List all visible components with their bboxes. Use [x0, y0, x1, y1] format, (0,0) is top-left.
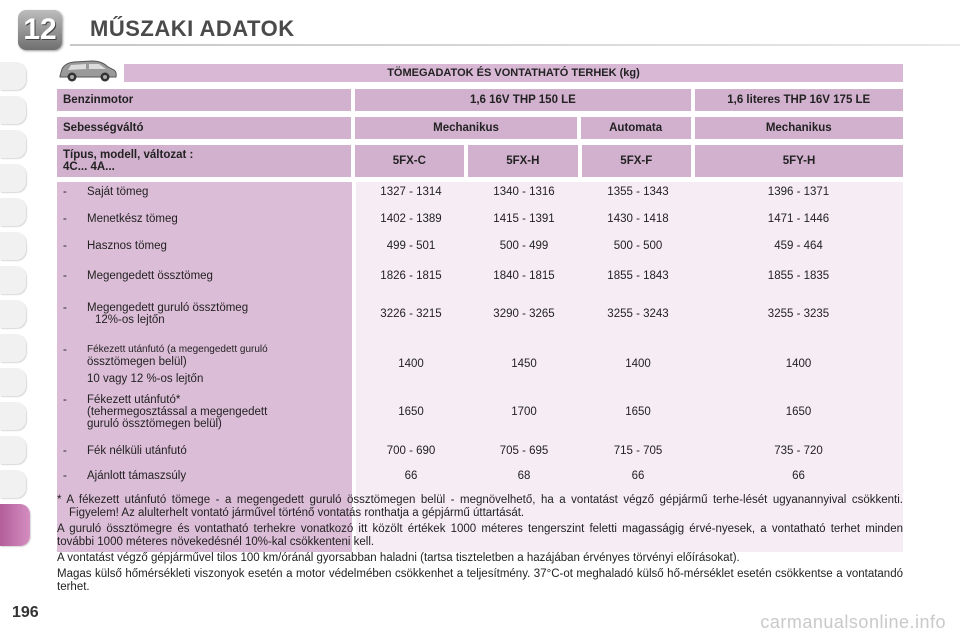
row-label: Fék nélküli utánfutó — [87, 445, 187, 457]
gearbox-label: Sebességváltó — [57, 117, 351, 139]
chapter-badge: 12 — [18, 10, 62, 50]
table-cell: 1650 — [625, 406, 651, 418]
table-cell: 1400 — [625, 358, 651, 370]
table-row: - Fék nélküli utánfutó 700 - 690 705 - 695 715 - 705 735 - 720 — [57, 443, 903, 459]
table-cell: 1471 - 1446 — [767, 213, 830, 225]
row-label-cont: össztömegen belül) — [87, 355, 187, 368]
page-header — [0, 0, 960, 62]
row-label: Menetkész tömeg — [87, 213, 178, 225]
type-3: 5FX-F — [582, 145, 691, 177]
table-cell: 1396 - 1371 — [767, 186, 830, 198]
row-label-cont: (tehermegosztással a megengedett — [87, 406, 268, 418]
note-paragraph: A vontatást végző gépjárművel tilos 100 km/óránál gyorsabban haladni (tartsa tiszteletben a hazájában érvényes törvényi előírásokat). — [57, 552, 740, 564]
table-cell: 1650 — [785, 406, 812, 418]
row-label: Fékezett utánfutó (a megengedett guruló — [87, 343, 268, 355]
table-cell: 66 — [404, 470, 418, 482]
row-label: Megengedett össztömeg — [87, 270, 213, 282]
table-cell: 1826 - 1815 — [380, 270, 442, 282]
table-row: - Fékezett utánfutó (a megengedett guruló össztömegen belül) 10 vagy 12 %-os lejtőn 1400 1450 1400 1400 — [57, 342, 903, 386]
table-cell: 1450 — [511, 358, 537, 370]
type-label-line2: 4C... 4A... — [63, 161, 115, 173]
engine-2: 1,6 literes THP 16V 175 LE — [695, 89, 904, 111]
table-cell: 3255 - 3235 — [767, 308, 830, 320]
table-row: - Megengedett össztömeg 1826 - 1815 1840 - 1815 1855 - 1843 1855 - 1835 — [57, 268, 903, 284]
table-cell: 499 - 501 — [386, 240, 436, 252]
notes-section — [57, 494, 903, 597]
chapter-tab[interactable] — [0, 334, 26, 362]
table-cell: 1400 — [398, 358, 424, 370]
chapter-tab[interactable] — [0, 232, 26, 260]
header-divider — [70, 44, 960, 46]
table-row: - Megengedett guruló össztömeg 12%-os lejtőn 3226 - 3215 3290 - 3265 3255 - 3243 3255 - 3235 — [57, 300, 903, 328]
table-cell: 700 - 690 — [386, 445, 436, 457]
gearbox-1: Mechanikus — [355, 117, 576, 139]
table-cell: 3290 - 3265 — [493, 308, 555, 320]
row-label: Hasznos tömeg — [87, 240, 167, 252]
table-cell: 1355 - 1343 — [607, 186, 669, 198]
chapter-tab[interactable] — [0, 436, 26, 464]
type-row — [57, 145, 903, 177]
row-label: Fékezett utánfutó* — [87, 394, 181, 406]
chapter-tab-active[interactable] — [0, 504, 30, 546]
table-cell: 459 - 464 — [774, 240, 823, 252]
table-cell: 1855 - 1843 — [607, 270, 669, 282]
type-label — [57, 145, 351, 177]
table-cell: 715 - 705 — [613, 445, 663, 457]
table-cell: 1430 - 1418 — [607, 213, 669, 225]
type-2: 5FX-H — [468, 145, 577, 177]
chapter-tab[interactable] — [0, 266, 26, 294]
chapter-tab[interactable] — [0, 164, 26, 192]
type-1: 5FX-C — [355, 145, 464, 177]
row-label: Megengedett guruló össztömeg — [87, 302, 249, 314]
engine-label: Benzinmotor — [57, 89, 351, 111]
table-row: - Fékezett utánfutó* (tehermegosztással a megengedett guruló össztömegen belül) 1650 1700 1650 1650 — [57, 392, 903, 432]
chapter-tab[interactable] — [0, 300, 26, 328]
chapter-tab[interactable] — [0, 62, 26, 90]
table-cell: 66 — [792, 470, 805, 482]
type-label-line1: Típus, modell, változat : — [63, 149, 194, 161]
table-cell: 1415 - 1391 — [493, 213, 555, 225]
chapter-tab[interactable] — [0, 470, 26, 498]
table-cell: 1700 — [511, 406, 537, 418]
footnote: * A fékezett utánfutó tömege - a megengedett guruló össztömegen belül - megnövelhető, ha a vontatást végző gépjármű terhe-lését ugyanannyival csökkenti. Figyelem! Az alulterhelt vontató járművel történő vontatás ronthatja a gépjármű úttartását. — [57, 494, 903, 519]
row-label-cont: guruló össztömegen belül) — [87, 418, 222, 430]
engine-1: 1,6 16V THP 150 LE — [355, 89, 690, 111]
note-paragraph: Magas külső hőmérsékleti viszonyok esetén a motor védelmében csökkenhet a teljesítmény. 37°C-ot meghaladó külső hő-mérséklet esetén csökkentse a vontatandó terhet. — [57, 568, 903, 593]
chapter-tabs — [0, 62, 30, 552]
table-row: - Menetkész tömeg 1402 - 1389 1415 - 1391 1430 - 1418 1471 - 1446 — [57, 211, 903, 227]
table-cell: 3226 - 3215 — [380, 308, 442, 320]
table-cell: 3255 - 3243 — [607, 308, 669, 320]
table-cell: 1650 — [398, 406, 424, 418]
watermark: carmanualsonline.info — [760, 612, 946, 632]
chapter-tab[interactable] — [0, 130, 26, 158]
page-number: 196 — [12, 604, 39, 621]
note-paragraph: A guruló össztömegre és vontatható terhekre vonatkozó itt közölt értékek 1000 méteres tengerszint feletti magasságig érvé-nyesek, a vontatható terhet minden további 1000 méteres növekedésnél 10%-kal csökkenteni kell. — [57, 523, 903, 548]
table-cell: 66 — [631, 470, 645, 482]
table-cell: 500 - 500 — [613, 240, 663, 252]
engine-row — [57, 89, 903, 111]
table-row: - Hasznos tömeg 499 - 501 500 - 499 500 - 500 459 - 464 — [57, 238, 903, 254]
table-cell: 735 - 720 — [774, 445, 823, 457]
table-row: - Ajánlott támaszsúly 66 68 66 66 — [57, 468, 903, 484]
table-cell: 1855 - 1835 — [767, 270, 830, 282]
page-title: MŰSZAKI ADATOK — [90, 16, 295, 41]
table-cell: 705 - 695 — [499, 445, 549, 457]
gearbox-row — [57, 117, 903, 139]
table-row: - Saját tömeg 1327 - 1314 1340 - 1316 1355 - 1343 1396 - 1371 — [57, 184, 903, 200]
row-label: Ajánlott támaszsúly — [87, 470, 187, 482]
row-label-cont: 12%-os lejtőn — [95, 314, 165, 326]
table-cell: 500 - 499 — [499, 240, 549, 252]
table-cell: 1402 - 1389 — [380, 213, 442, 225]
chapter-tab[interactable] — [0, 368, 26, 396]
gearbox-2: Automata — [581, 117, 691, 139]
row-label: Saját tömeg — [87, 186, 149, 198]
car-icon — [56, 56, 118, 84]
chapter-tab[interactable] — [0, 96, 26, 124]
type-4: 5FY-H — [695, 145, 903, 177]
chapter-tab[interactable] — [0, 198, 26, 226]
table-cell: 1840 - 1815 — [493, 270, 555, 282]
row-label-cont: 10 vagy 12 %-os lejtőn — [87, 372, 204, 385]
table-cell: 68 — [517, 470, 531, 482]
table-cell: 1400 — [785, 358, 812, 370]
table-cell: 1327 - 1314 — [380, 186, 442, 198]
chapter-tab[interactable] — [0, 402, 26, 430]
table-cell: 1340 - 1316 — [493, 186, 555, 198]
table-title: TÖMEGADATOK ÉS VONTATHATÓ TERHEK (kg) — [124, 64, 903, 82]
gearbox-3: Mechanikus — [695, 117, 904, 139]
